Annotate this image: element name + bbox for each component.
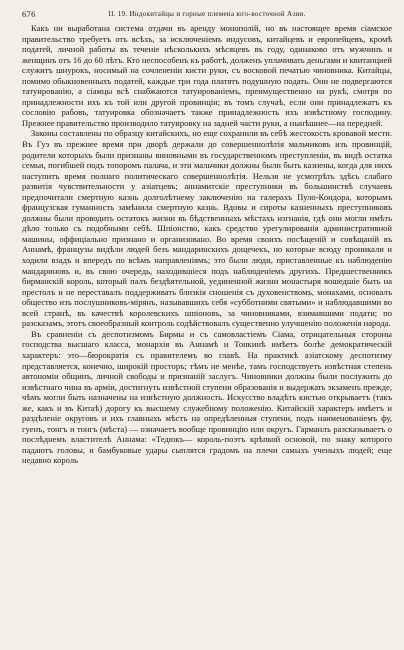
body-text bbox=[22, 23, 392, 466]
page-header bbox=[22, 9, 392, 21]
paragraph: Какъ ни выработана система отдачи въ аренду монополій, но въ настоящее время сіамское правительство требуетъ отъ всѣхъ, за исключеніемъ индусовъ, китайцевъ и европейцевъ, кромѣ податей, личной работы въ теченіе нѣсколькихъ мѣсяцевъ въ году, одинаково отъ мужчинъ и женщинъ отъ 16 до 60 лѣтъ. Кто неспособенъ къ работѣ, долженъ уплачивать деньгами и квитанцией служитъ шнурокъ, носимый на сочлененіи кисти руки, съ восковой печатью чиновника. Китайцы, помимо обыкновенныхъ податей, каждые три года платятъ подушную подать. Они не подвергаются татуированію, а сіамцы всѣ снабжаются татуированіемъ, преимущественно на рукѣ, смотря по принадлежности ихъ къ той или другой провинціи; въ томъ случаѣ, если они принадлежатъ къ сословію рабовъ, татуировка обозначаетъ также принадлежность ихъ извѣстному господину. Прежнее правительство производило татуировку на задней части руки, а нынѣшнее—на передней. bbox=[22, 23, 392, 128]
running-title: II. 19. Индокитайцы и горные племена юго-восточной Азии. bbox=[108, 10, 306, 18]
paragraph: Законы составлены по образцу китайскихъ, но еще сохранили въ себѣ жестокость кровавой мести. Въ Гуэ въ прежнее время при дворѣ держали до совершеннолѣтія мальчиковъ изъ провинцій, родители которыхъ были признаны виновными въ государственномъ преступленіи, въ видѣ остатка семьи, погибшей подъ топоромъ палача, и эти мальчики должны были быть казнены, когда для нихъ наступитъ время полнаго политическаго совершеннолѣтія. Нельзя не усмотрѣть здѣсь слабаго развитія чувствительности у азіатцевъ; аннамитскіе преступники въ большинствѣ случаевъ предпочитали смертную казнь долголѣтнему заключенію на галерахъ Пуло-Кондора, которымъ французская гуманность замѣнила смертную казнь. Вдовы и сироты казненныхъ преступниковъ должны были проводить остатокъ жизни въ бѣдственныхъ мѣстахъ изгнанія, гдѣ они могли имѣть дѣло только съ подобными себѣ. Шпіонство, какъ средство урегулированія административной машины, оффиціально признано и организовано. Во время своихъ посѣщеній и совѣщаній въ Аннамѣ, французы видѣли людей безъ мандаринскихъ дощечекъ, но которые всюду проникали и ходили взадъ и впередъ по всѣмъ направленіямъ; это были люди, приставленные къ наблюденію мандариновъ и, въ свою очередь, находившіеся подъ наблюденіемъ другихъ. Предшественникъ бирманскій король, который палъ бездѣятельной, уединенной жизни монастыря вошедшіе быть на престолъ и не переставалъ поддерживать близкія сношенія съ духовенствомъ, монахами, основалъ общество изъ послушниковъ-мірянъ, называвшихъ себя «субботними святыми» и наблюдавшими во всей странѣ, въ качествѣ королевскихъ шпіоновъ, за чиновниками, взимавшими подати; по разсказамъ, этотъ своеобразный контроль содѣйствовалъ существенно улучшенію положенія народа. bbox=[22, 128, 392, 329]
paragraph: Въ сравненіи съ деспотизмомъ Бирмы и съ самовластіемъ Сіама, отрицательныя стороны господства высшаго класса, монархія въ Аннамѣ и Тонкинѣ имѣетъ болѣе демократическій характеръ: это—бюрократія съ правителемъ во главѣ. На практикѣ азіатскому деспотизму представляется, конечно, широкій просторъ; тѣмъ не менѣе, тамъ господствуетъ извѣстная степень автономіи общинъ, личной свободы и признаній заслугъ. Чиновники должны были послужить до извѣстнаго чина въ арміи, достигнуть извѣстной ступени образованія и выдержать экзаменъ прежде, чѣмъ могли быть назначены на извѣстную должность. Искусство владѣть кистью открываетъ (такъ же, какъ и въ Китаѣ) дорогу къ высшему служебному положенію. Китайскій характеръ имѣетъ и раздѣленіе округовъ и ихъ главныхъ мѣстъ на опредѣленныя ступени, подъ наименованіемъ фу, гуенъ, тонгъ и тонгъ (мѣста) — означаетъ вообще провинцію или округъ. Гарманлъ разсказываетъ о послѣднемъ властителѣ Аннама: «Тедюкъ— король-поэтъ крѣпкой основой, по знаку которого падаютъ головы, и бамбуковые удары сыплятся градомъ на плечи самыхъ ученыхъ людей; еще недавно король bbox=[22, 328, 392, 466]
page-number: 676 bbox=[22, 9, 36, 19]
